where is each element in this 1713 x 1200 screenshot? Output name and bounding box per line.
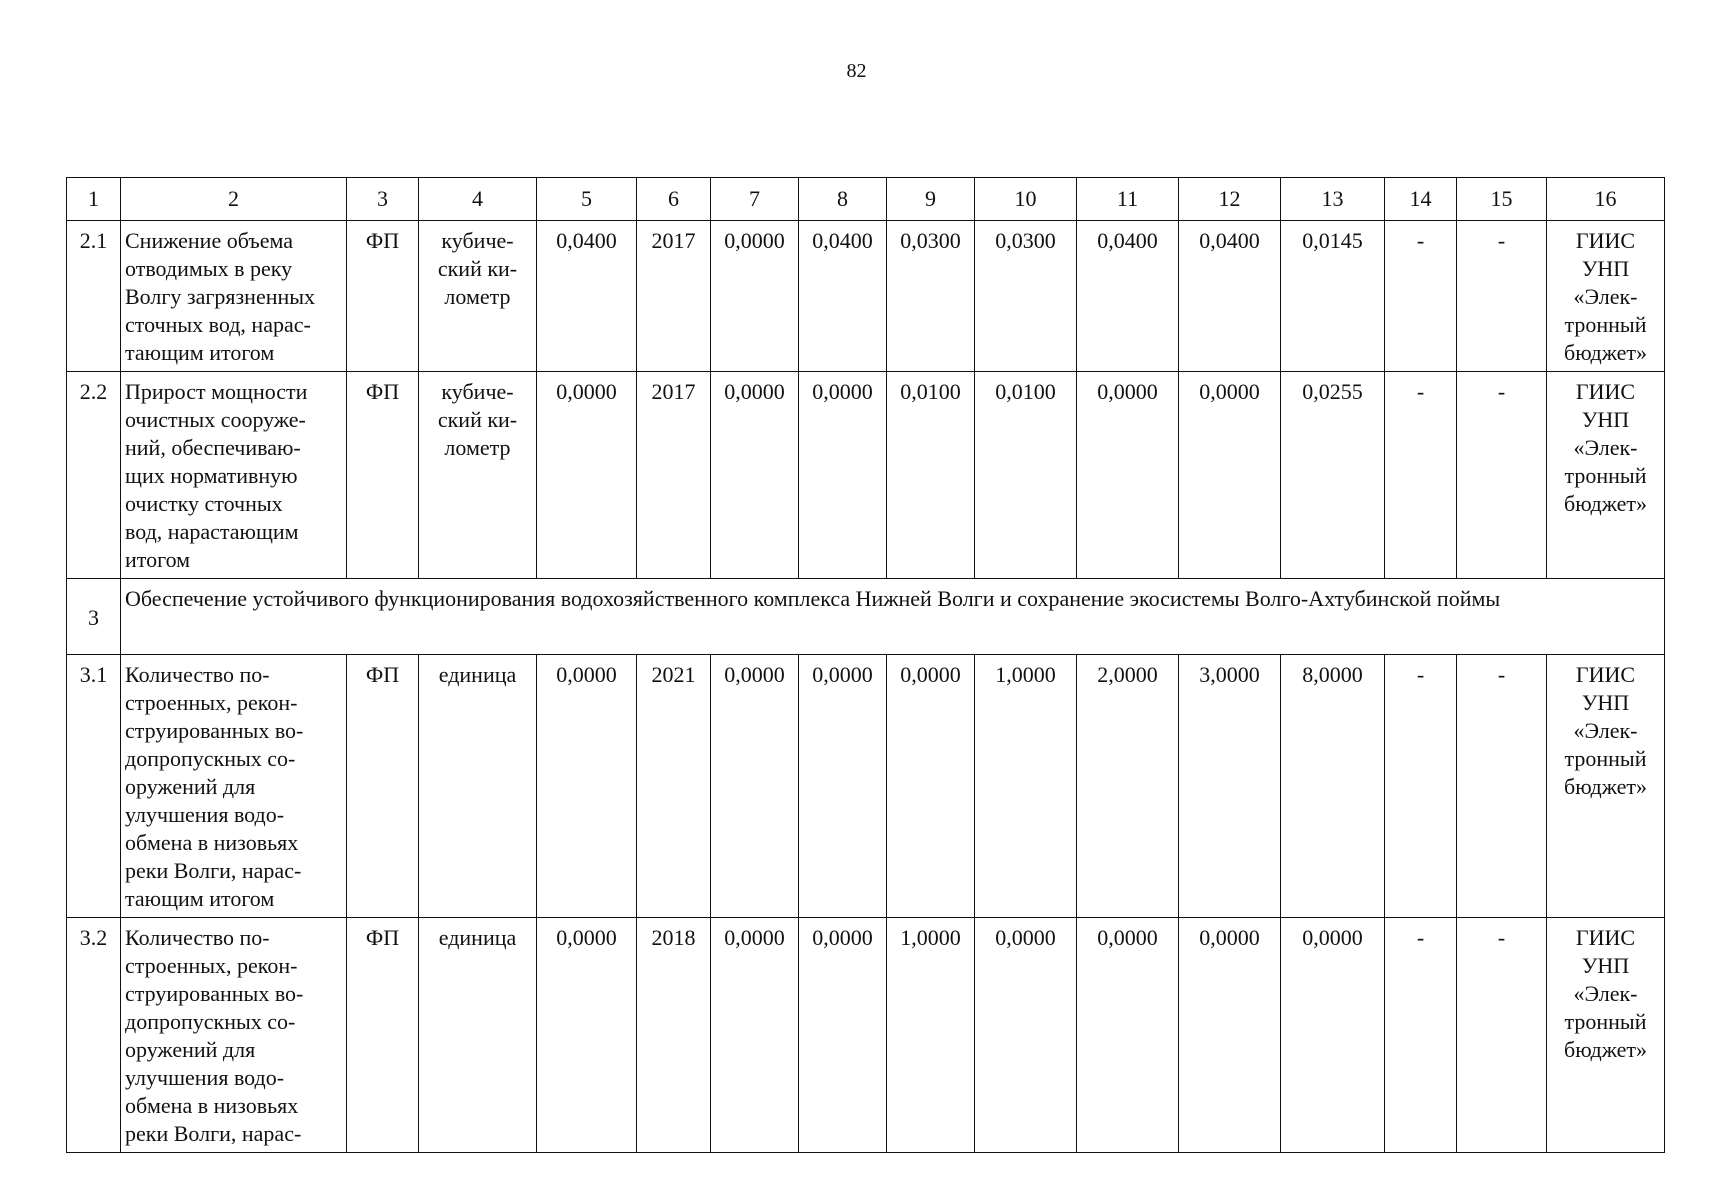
value-cell: - (1457, 655, 1547, 918)
unit-of-measure (419, 918, 537, 1153)
column-number-row (67, 178, 1665, 221)
value-cell: 0,0000 (711, 221, 799, 372)
value-cell: 0,0300 (975, 221, 1077, 372)
indicator-name-line: допропускных со- (125, 746, 296, 771)
indicator-name-line: тающим итогом (125, 886, 275, 911)
base-value: 0,0000 (537, 655, 637, 918)
data-source (1547, 918, 1665, 1153)
indicator-name-line: очистку сточных (125, 491, 283, 516)
row-number: 2.1 (67, 221, 121, 372)
column-number: 1 (67, 178, 121, 221)
data-source-line: ГИИС (1575, 379, 1636, 404)
data-source-line: бюджет» (1564, 491, 1647, 516)
column-number: 13 (1281, 178, 1385, 221)
data-source-line: «Элек- (1573, 981, 1638, 1006)
column-number: 6 (637, 178, 711, 221)
indicator-name-line: Снижение объема (125, 228, 294, 253)
data-source-line: УНП (1581, 256, 1630, 281)
indicator-name-line: Волгу загрязненных (125, 284, 316, 309)
base-value: 0,0000 (537, 918, 637, 1153)
column-number: 7 (711, 178, 799, 221)
table-row (67, 372, 1665, 579)
data-source-line: ГИИС (1575, 925, 1636, 950)
base-year: 2021 (637, 655, 711, 918)
column-number: 16 (1547, 178, 1665, 221)
indicator-name-line: итогом (125, 547, 191, 572)
table-row (67, 221, 1665, 372)
data-source-line: тронный (1564, 1009, 1647, 1034)
column-number: 9 (887, 178, 975, 221)
value-cell: - (1457, 372, 1547, 579)
value-cell: 0,0000 (799, 372, 887, 579)
value-cell: 0,0000 (1281, 918, 1385, 1153)
data-source-line: ГИИС (1575, 662, 1636, 687)
indicator-name-line: сточных вод, нарас- (125, 312, 311, 337)
value-cell: 0,0000 (1179, 372, 1281, 579)
indicator-name-line: обмена в низовьях (125, 1093, 299, 1118)
value-cell: 0,0400 (1077, 221, 1179, 372)
column-number: 12 (1179, 178, 1281, 221)
data-source-line: УНП (1581, 407, 1630, 432)
column-number: 4 (419, 178, 537, 221)
indicator-name-line: Количество по- (125, 662, 270, 687)
column-number: 15 (1457, 178, 1547, 221)
value-cell: 2,0000 (1077, 655, 1179, 918)
data-source-line: бюджет» (1564, 340, 1647, 365)
base-year: 2017 (637, 221, 711, 372)
data-source-line: УНП (1581, 690, 1630, 715)
unit-of-measure-line: единица (438, 925, 517, 950)
indicator-name-line: Количество по- (125, 925, 270, 950)
indicator-name-line: струированных во- (125, 718, 304, 743)
value-cell: 1,0000 (887, 918, 975, 1153)
base-value: 0,0400 (537, 221, 637, 372)
column-number: 8 (799, 178, 887, 221)
page-number: 82 (846, 60, 867, 82)
data-source-line: тронный (1564, 463, 1647, 488)
column-number: 5 (537, 178, 637, 221)
value-cell: 0,0255 (1281, 372, 1385, 579)
value-cell: 0,0000 (887, 655, 975, 918)
indicator-name-line: реки Волги, нарас- (125, 1121, 302, 1146)
indicator-name-line: допропускных со- (125, 1009, 296, 1034)
indicator-name (121, 918, 347, 1153)
data-source (1547, 372, 1665, 579)
value-cell: 0,0000 (975, 918, 1077, 1153)
column-number: 3 (347, 178, 419, 221)
table-row (67, 655, 1665, 918)
value-cell: - (1457, 221, 1547, 372)
base-year: 2018 (637, 918, 711, 1153)
unit-of-measure-line: ский ки- (437, 407, 518, 432)
indicator-name-line: Прирост мощности (125, 379, 308, 404)
indicator-name-line: строенных, рекон- (125, 690, 298, 715)
indicator-type: ФП (347, 655, 419, 918)
value-cell: 0,0100 (887, 372, 975, 579)
row-number: 2.2 (67, 372, 121, 579)
unit-of-measure-line: ский ки- (437, 256, 518, 281)
data-source-line: тронный (1564, 312, 1647, 337)
data-source (1547, 221, 1665, 372)
data-source-line: «Элек- (1573, 718, 1638, 743)
data-source-line: бюджет» (1564, 774, 1647, 799)
indicator-type: ФП (347, 372, 419, 579)
data-source-line: тронный (1564, 746, 1647, 771)
data-source-line: УНП (1581, 953, 1630, 978)
section-number: 3 (67, 579, 121, 655)
data-source-line: «Элек- (1573, 435, 1638, 460)
value-cell: - (1385, 918, 1457, 1153)
indicator-name-line: улучшения водо- (125, 1065, 285, 1090)
table-row (67, 918, 1665, 1153)
value-cell: 0,0000 (1077, 372, 1179, 579)
indicator-name-line: вод, нарастающим (125, 519, 299, 544)
value-cell: 0,0400 (1179, 221, 1281, 372)
unit-of-measure (419, 655, 537, 918)
indicator-name (121, 221, 347, 372)
value-cell: 0,0000 (711, 918, 799, 1153)
indicators-table (66, 177, 1665, 1153)
indicator-name-line: улучшения водо- (125, 802, 285, 827)
section-row (67, 579, 1665, 655)
indicator-name-line: ний, обеспечиваю- (125, 435, 301, 460)
value-cell: 0,0000 (711, 655, 799, 918)
column-number: 14 (1385, 178, 1457, 221)
indicator-name-line: щих нормативную (125, 463, 298, 488)
value-cell: 0,0100 (975, 372, 1077, 579)
row-number: 3.2 (67, 918, 121, 1153)
indicator-name-line: строенных, рекон- (125, 953, 298, 978)
value-cell: - (1385, 655, 1457, 918)
indicator-name-line: отводимых в реку (125, 256, 293, 281)
value-cell: 0,0000 (799, 918, 887, 1153)
base-year: 2017 (637, 372, 711, 579)
indicator-name (121, 655, 347, 918)
indicator-name-line: очистных сооруже- (125, 407, 306, 432)
section-title: Обеспечение устойчивого функционирования водохозяйственного комплекса Нижней Волги и сохранение экосистемы Волго-Ахтубинской поймы (121, 579, 1665, 655)
value-cell: - (1385, 221, 1457, 372)
value-cell: 1,0000 (975, 655, 1077, 918)
value-cell: - (1457, 918, 1547, 1153)
unit-of-measure-line: лометр (444, 435, 511, 460)
indicator-name-line: реки Волги, нарас- (125, 858, 302, 883)
value-cell: 0,0300 (887, 221, 975, 372)
value-cell: 3,0000 (1179, 655, 1281, 918)
value-cell: 0,0000 (1077, 918, 1179, 1153)
column-number: 10 (975, 178, 1077, 221)
column-number: 2 (121, 178, 347, 221)
row-number: 3.1 (67, 655, 121, 918)
base-value: 0,0000 (537, 372, 637, 579)
unit-of-measure-line: кубиче- (441, 379, 514, 404)
data-source-line: ГИИС (1575, 228, 1636, 253)
unit-of-measure-line: лометр (444, 284, 511, 309)
indicator-name-line: обмена в низовьях (125, 830, 299, 855)
value-cell: 0,0000 (711, 372, 799, 579)
unit-of-measure-line: кубиче- (441, 228, 514, 253)
value-cell: 0,0400 (799, 221, 887, 372)
indicator-name-line: тающим итогом (125, 340, 275, 365)
value-cell: 0,0000 (799, 655, 887, 918)
data-source-line: бюджет» (1564, 1037, 1647, 1062)
unit-of-measure (419, 372, 537, 579)
value-cell: - (1385, 372, 1457, 579)
unit-of-measure-line: единица (438, 662, 517, 687)
value-cell: 0,0145 (1281, 221, 1385, 372)
indicator-name-line: струированных во- (125, 981, 304, 1006)
data-source-line: «Элек- (1573, 284, 1638, 309)
indicator-name (121, 372, 347, 579)
indicator-name-line: оружений для (125, 1037, 256, 1062)
data-source (1547, 655, 1665, 918)
column-number: 11 (1077, 178, 1179, 221)
value-cell: 8,0000 (1281, 655, 1385, 918)
unit-of-measure (419, 221, 537, 372)
indicator-type: ФП (347, 918, 419, 1153)
indicator-type: ФП (347, 221, 419, 372)
value-cell: 0,0000 (1179, 918, 1281, 1153)
indicator-name-line: оружений для (125, 774, 256, 799)
